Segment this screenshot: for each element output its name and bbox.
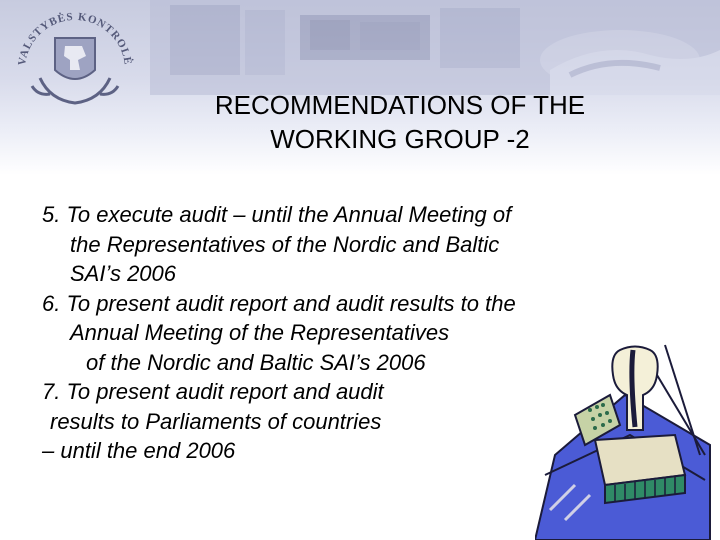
item-7-line-2: results to Parliaments of countries (50, 408, 382, 434)
item-7-line-1: 7. To present audit report and audit (42, 379, 384, 404)
slide-title (160, 88, 640, 156)
item-7-line-3: – until the end 2006 (42, 438, 236, 463)
handshake-photo (150, 0, 720, 95)
item-5-line-3: SAI’s 2006 (70, 261, 177, 286)
item-5-line-2: the Representatives of the Nordic and Baltic (70, 231, 500, 257)
item-6-line-3: of the Nordic and Baltic SAI’s 2006 (86, 349, 426, 375)
emblem-text: VALSTYBĖS KONTROLĖ (16, 10, 134, 67)
title-line-2: WORKING GROUP -2 (270, 124, 530, 154)
title-line-1: RECOMMENDATIONS OF THE (214, 90, 586, 120)
stamp-clipart-icon (535, 335, 715, 540)
item-6-line-2: Annual Meeting of the Representatives (70, 320, 450, 345)
item-5-line-1: 5. To execute audit – until the Annual Meeting of (42, 202, 512, 227)
item-6-line-1: 6. To present audit report and audit results to the (42, 290, 516, 316)
list-item (42, 200, 672, 289)
state-audit-emblem-icon (10, 8, 140, 108)
